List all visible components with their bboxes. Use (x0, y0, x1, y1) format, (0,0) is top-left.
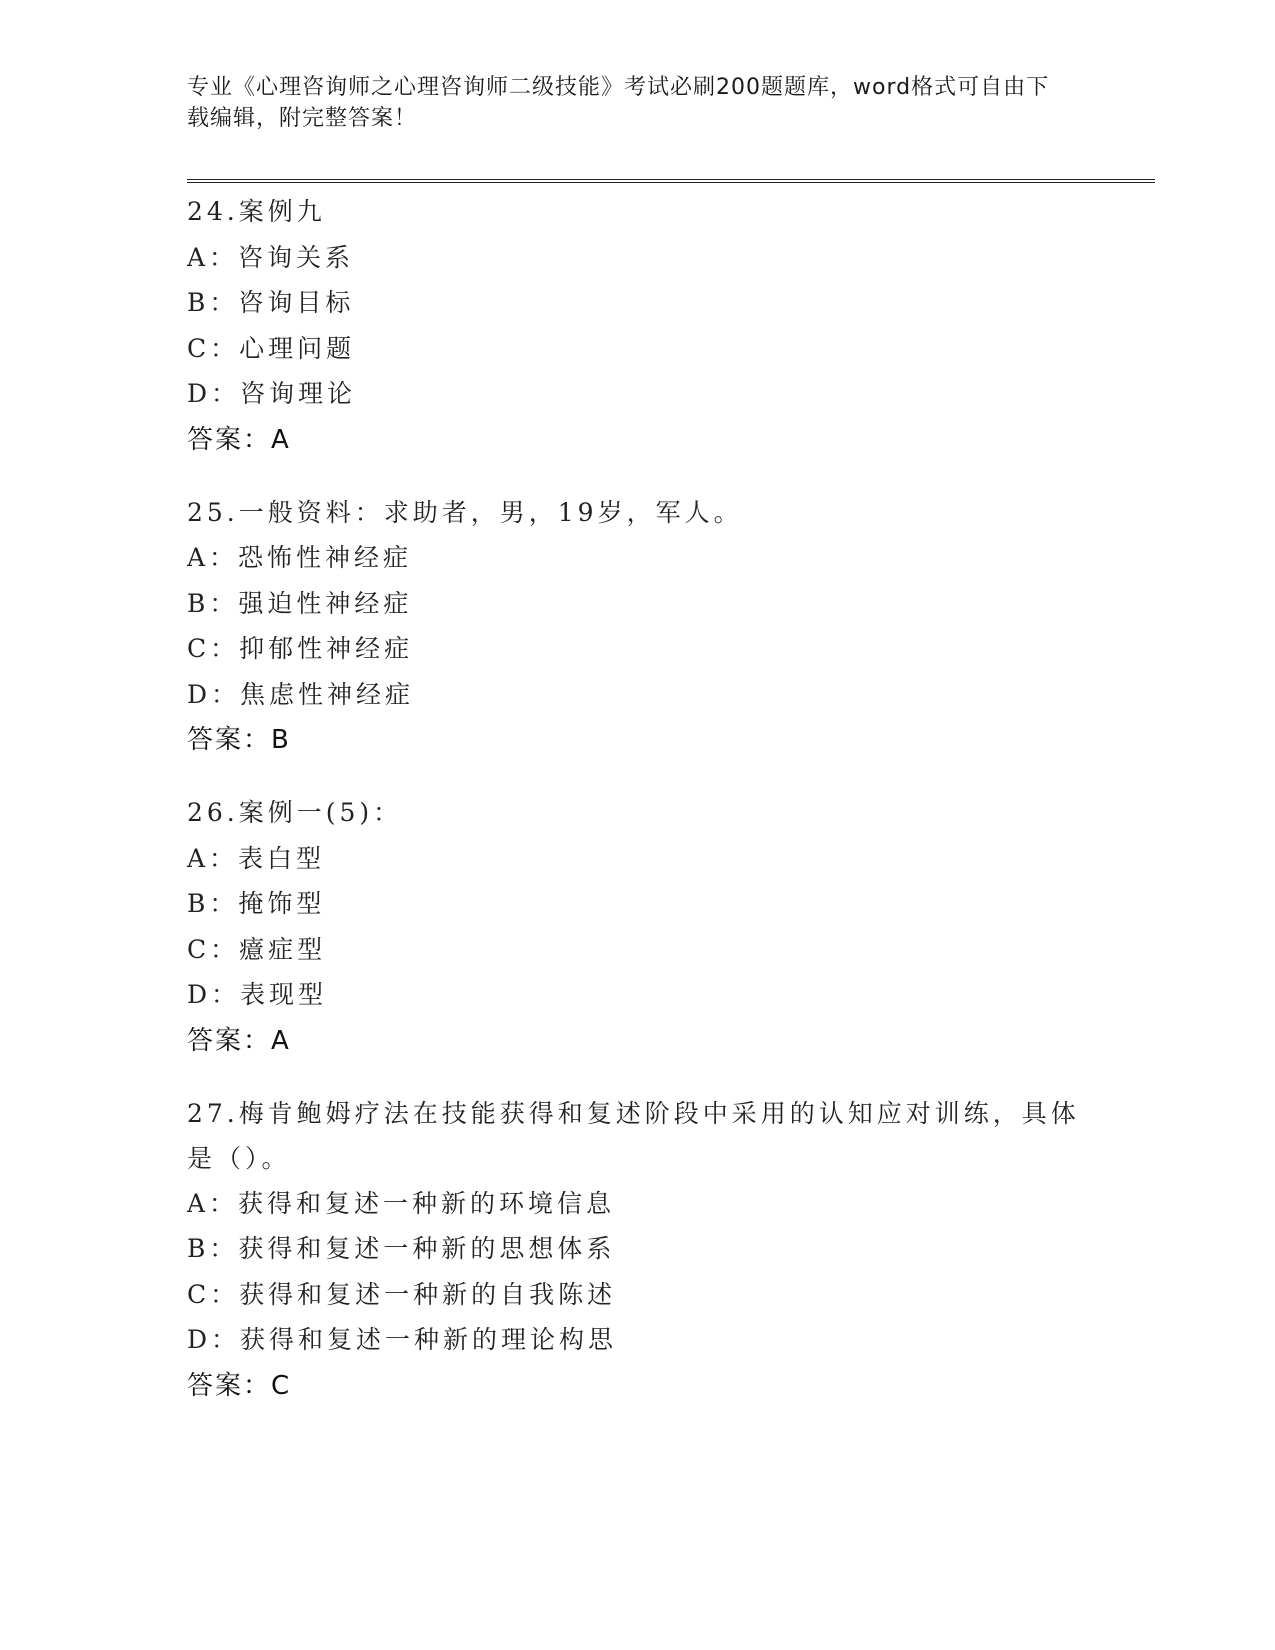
option-a: A：咨询关系 (187, 242, 355, 272)
question-27 (187, 1091, 1087, 1409)
header-divider-bottom (187, 182, 1155, 183)
option-b: B：咨询目标 (187, 288, 355, 317)
option-d: D：焦虑性神经症 (187, 679, 415, 709)
option-a: A：获得和复述一种新的环境信息 (187, 1188, 616, 1218)
question-stem: 25.一般资料：求助者，男，19岁，军人。 (187, 497, 743, 527)
answer-line: 答案：A (187, 1025, 291, 1056)
question-24 (187, 189, 1087, 463)
question-stem: 27.梅肯鲍姆疗法在技能获得和复述阶段中采用的认知应对训练，具体是（）。 (187, 1098, 1080, 1173)
option-b: B：掩饰型 (187, 889, 326, 918)
option-d: D：获得和复述一种新的理论构思 (187, 1325, 618, 1354)
question-stem: 24.案例九 (187, 197, 326, 226)
option-b: B：获得和复述一种新的思想体系 (187, 1234, 616, 1263)
answer-line: 答案：A (187, 424, 291, 455)
option-c: C：抑郁性神经症 (187, 634, 414, 663)
document-header: 专业《心理咨询师之心理咨询师二级技能》考试必刷200题题库，word格式可自由下载编辑，附完整答案！ (187, 75, 1050, 131)
question-26 (187, 790, 1087, 1064)
answer-line: 答案：C (187, 1370, 292, 1401)
option-a: A：恐怖性神经症 (187, 543, 413, 572)
option-c: C：获得和复述一种新的自我陈述 (187, 1279, 617, 1309)
option-c: C：癔症型 (187, 934, 327, 964)
question-stem: 26.案例一(5)： (187, 798, 403, 827)
option-d: D：咨询理论 (187, 379, 357, 408)
option-a: A：表白型 (187, 843, 326, 873)
option-d: D：表现型 (187, 980, 328, 1009)
option-b: B：强迫性神经症 (187, 588, 413, 618)
header-divider-top (187, 179, 1155, 180)
question-list (187, 189, 1087, 1436)
option-c: C：心理问题 (187, 333, 356, 363)
answer-line: 答案：B (187, 725, 291, 755)
question-25 (187, 490, 1087, 764)
